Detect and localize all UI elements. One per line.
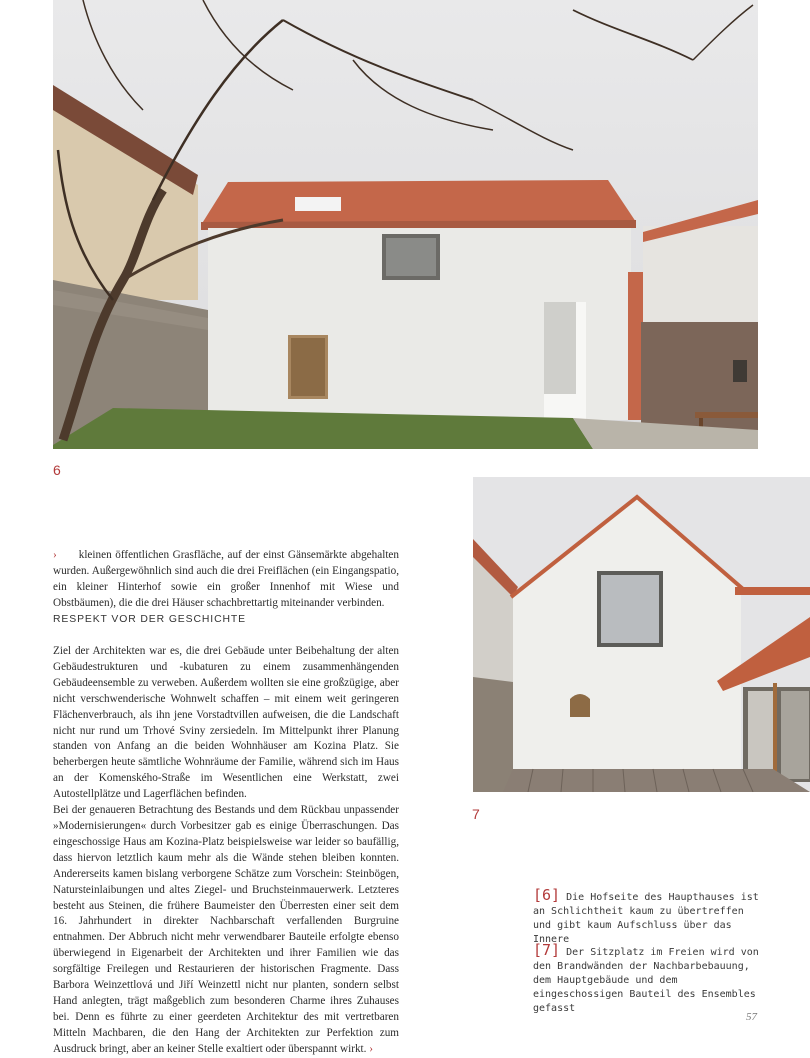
figure-number-7: 7 [472,806,480,822]
page-number: 57 [746,1011,757,1023]
photo-6-illustration [53,0,758,449]
section-heading: RESPEKT VOR DER GESCHICHTE [53,614,246,625]
caption-figure-6 [533,888,765,947]
paragraph-goals: Ziel der Architekten war es, die drei Gebäude unter Beibehaltung der alten Gebäudestrukturen und -kubaturen zu einem zusammenhängenden Gebäudeensemble zu verweben. Außerdem wollten sie eine großzügige, aber nicht verschwenderische Wohnwelt schaffen – mit einem weit geringeren Flächenverbrauch, als ihn jene Vorstadtvillen aufweisen, die die Landschaft nicht nur rund um Trhové Sviny zersiedeln. Im Mittelpunkt ihrer Planung standen von Anfang an die beiden Wohnhäuser am Kozina Platz. Sie beherbergen heute sämtliche Wohnräume der Familie, während sich im Haus an der Komenského-Straße im Wesentlichen eine Werkstatt, zwei Autostellplätze und Lagerflächen befinden. [53,645,399,801]
paragraph-renovation-text: Bei der genaueren Betrachtung des Bestands und dem Rückbau unpassender »Modernisierungen« durch Vorbesitzer gab es einige Überraschungen. Das eingeschossige Haus am Kozina-Platz beispielsweise war leider so baufällig, dass hiervon letztlich kaum mehr als die Wände stehen bleiben konnten. Andererseits kamen bislang verborgene Schätze zum Vorschein: Steinbögen, Natursteinlaibungen und altes Ziegel- und Bruchsteinmauerwerk. Letzteres besteht aus Steinen, die frühere Baumeister den Überresten einer seit dem 16. Jahrhundert in direkter Nachbarschaft verfallenden Burgruine entnahmen. Der Abbruch nicht mehr verwendbarer Bauteile erfolgte ebenso überwiegend in Eigenarbeit der Architekten und ihrer Familien wie das sorgfältige Freilegen und Restaurieren der historischen Fragmente. Dass Barbora Weinzettlová und Jiří Weinzettl nicht nur planten, sondern selbst Hand anlegten, trägt maßgeblich zum besonderen Charme ihres Zuhauses bei. Denn es führte zu einer geerdeten Architektur des mit vertretbaren Mitteln Machbaren, die den Hang der Architekten zur Perfektion zum Ausdruck bringt, aber an keiner Stelle exaltiert oder überspannt wirkt. [53,804,399,1055]
caption-7-number: [7] [533,941,561,959]
photo-house-courtyard-side [53,0,758,449]
end-marker: › [369,1042,373,1055]
caption-7-text: Der Sitzplatz im Freien wird von den Brandwänden der Nachbarbebauung, dem Hauptgebäude und dem eingeschossigen Bauteil des Ensembles gefasst [533,947,759,1014]
caption-6-number: [6] [533,886,561,904]
photo-7-illustration [473,477,810,792]
caption-figure-7 [533,943,765,1016]
photo-outdoor-seating-terrace [473,477,810,792]
intro-paragraph [53,548,399,612]
continuation-marker: › [53,549,57,561]
paragraph-renovation [53,803,399,1058]
figure-number-6: 6 [53,462,61,478]
intro-text: kleinen öffentlichen Grasfläche, auf der einst Gänsemärkte abgehalten wurden. Außergewöhnlich sind auch die drei Freiflächen (ein Eingangspatio, ein kleiner Hinterhof sowie ein großer Innenhof mit Wiese und Obstbäumen), die die drei Häuser schachbrettartig miteinander verbinden. [53,549,399,609]
caption-6-text: Die Hofseite des Haupthauses ist an Schlichtheit kaum zu übertreffen und gibt kaum Aufschluss über das Innere [533,892,759,945]
main-article-text [53,644,399,1058]
